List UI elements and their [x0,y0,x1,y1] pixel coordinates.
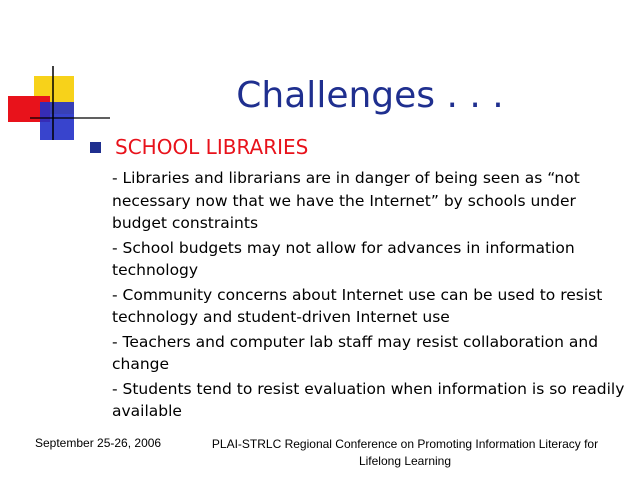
list-item: - Libraries and librarians are in danger of being seen as “not necessary now that we have the Internet” by schools under budget constraints [112,169,580,232]
heading-row [90,134,308,160]
list-item: - Community concerns about Internet use can be used to resist technology and student-driven Internet use [112,285,603,326]
challenge-list [112,167,627,425]
list-item: - Teachers and computer lab staff may resist collaboration and change [112,332,599,373]
list-item: - Students tend to resist evaluation when information is so readily available [112,379,625,420]
blue-square [40,102,74,140]
decorative-squares [0,0,110,140]
list-item: - School budgets may not allow for advances in information technology [112,238,575,279]
footer-conference: PLAI-STRLC Regional Conference on Promoting Information Literacy for Lifelong Learning [211,437,599,468]
square-bullet-icon [90,142,101,153]
section-heading: SCHOOL LIBRARIES [115,135,309,159]
slide-title: Challenges . . . [236,75,504,116]
footer-date: September 25-26, 2006 [35,436,162,450]
